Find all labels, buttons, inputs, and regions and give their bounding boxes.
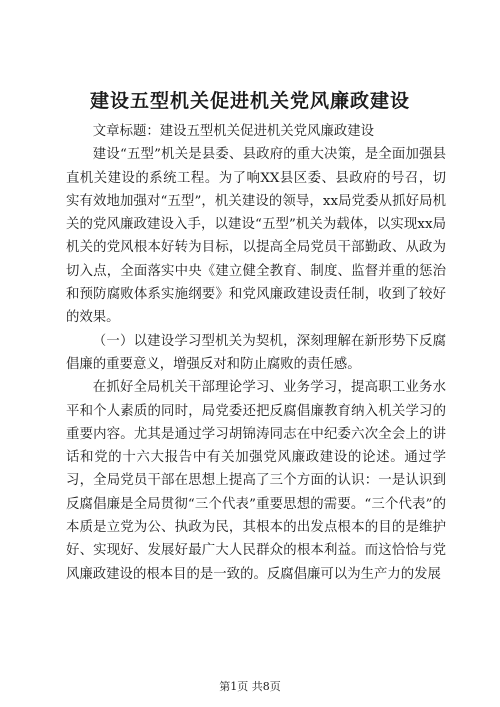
document-body xyxy=(66,120,446,586)
document-title: 建设五型机关促进机关党风廉政建设 xyxy=(89,90,410,112)
page-number-footer: 第1页 共8页 xyxy=(219,680,281,693)
paragraph-section-one-body: 在抓好全局机关干部理论学习、业务学习，提高职工业务水平和个人素质的同时，局党委还把反腐倡廉教育纳入机关学习的重要内容。尤其是通过学习胡锦涛同志在中纪委六次全会上的讲话和党的十六大报告中有关加强党风廉政建设的论述。通过学习，全局党员干部在思想上提高了三个方面的认识：一是认识到反腐倡廉是全局贯彻“三个代表”重要思想的需要。“三个代表”的本质是立党为公、执政为民，其根本的出发点根本的目的是维护好、实现好、发展好最广大人民群众的根本利益。而这恰恰与党风廉政建设的根本目的是一致的。反腐倡廉可以为生产力的发展 xyxy=(66,380,446,582)
paragraph-section-one-heading: （一）以建设学习型机关为契机，深刻理解在新形势下反腐倡廉的重要意义，增强反对和防止腐败的责任感。 xyxy=(66,333,446,372)
article-title-line: 文章标题：建设五型机关促进机关党风廉政建设 xyxy=(92,124,374,139)
paragraph-intro: 建设“五型”机关是县委、县政府的重大决策，是全面加强县直机关建设的系统工程。为了响XX县区委、县政府的号召，切实有效地加强对“五型”，机关建设的领导，xx局党委从抓好局机关的党风廉政建设入手，以建设“五型”机关为载体，以实现xx局机关的党风根本好转为目标，以提高全局党员干部勤政、从政为切入点，全面落实中央《建立健全教育、制度、监督并重的惩治和预防腐败体系实施纲要》和党风廉政建设责任制，收到了较好的效果。 xyxy=(66,147,446,326)
